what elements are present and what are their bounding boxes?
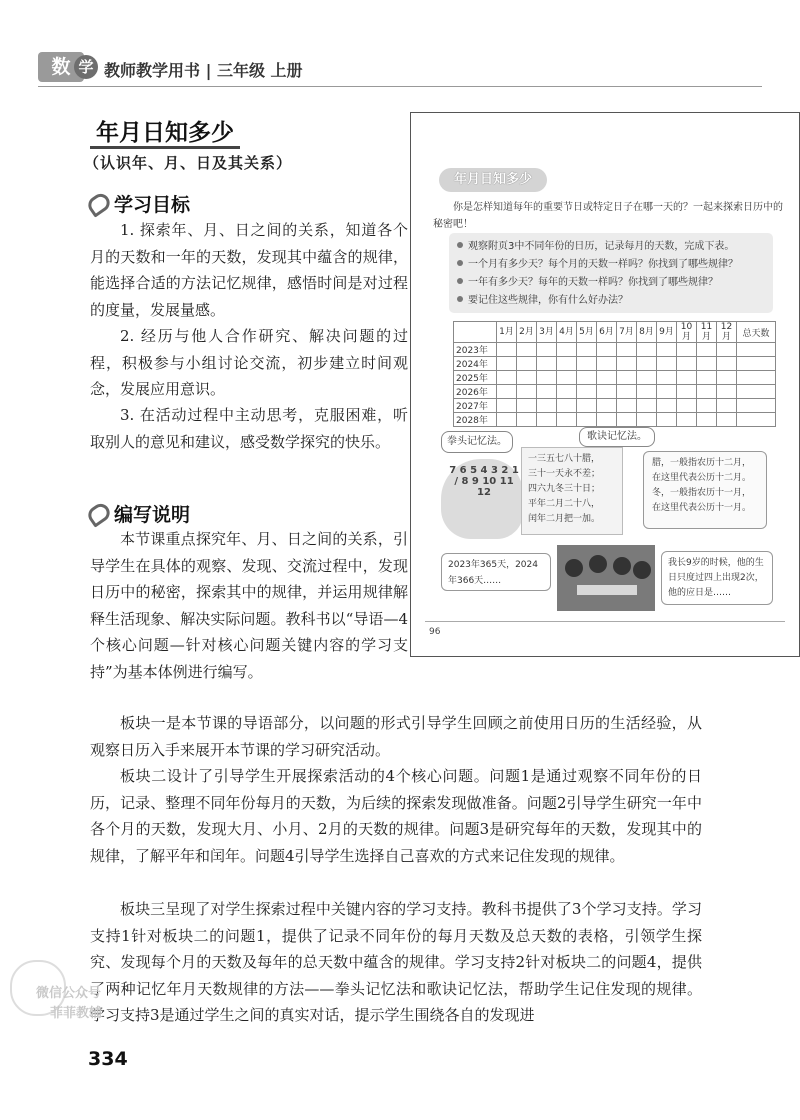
month-header: 6月 — [597, 322, 617, 343]
note-line: 在这里代表公历十一月。 — [652, 503, 752, 513]
table-row — [454, 385, 776, 399]
bullet-icon — [457, 296, 463, 302]
goal-item-1: 1. 探索年、月、日之间的关系，知道各个月的天数和一年的天数，发现其中蕴含的规律，能选择合适的方法记忆规律，感悟时间是对过程的度量，发展量感。 — [90, 221, 408, 319]
figure-footer-line — [425, 621, 785, 622]
month-header: 5月 — [577, 322, 597, 343]
year-label: 2025年 — [454, 371, 497, 385]
month-header: 10月 — [677, 322, 697, 343]
desk — [577, 585, 637, 595]
year-label: 2027年 — [454, 399, 497, 413]
header-divider — [38, 86, 762, 87]
table-row — [454, 357, 776, 371]
year-label: 2026年 — [454, 385, 497, 399]
month-header: 1月 — [497, 322, 517, 343]
rhyme-line: 闰年二月把一加。 — [528, 514, 601, 524]
question-3: 一年有多少天？每年的天数一样吗？你找到了哪些规律？ — [457, 273, 718, 288]
speech-bubble-right: 我长9岁的时候，他的生日只度过四上出现2次，他的应日是…… — [661, 551, 773, 605]
rhyme-line: 四六九冬三十日； — [528, 484, 601, 494]
rhyme-note-card — [643, 451, 767, 529]
question-box — [449, 233, 773, 313]
writing-heading: 编写说明 — [88, 500, 190, 527]
month-header: 8月 — [637, 322, 657, 343]
month-header: 11月 — [697, 322, 717, 343]
student-figure — [565, 559, 583, 577]
year-label: 2028年 — [454, 413, 497, 427]
page-header — [38, 52, 762, 86]
month-header: 12月 — [717, 322, 737, 343]
watermark-line-2: 菲菲教辅 — [50, 1006, 103, 1021]
question-2: 一个月有多少天？每个月的天数一样吗？你找到了哪些规律？ — [457, 255, 738, 270]
month-header: 7月 — [617, 322, 637, 343]
figure-page-number: 96 — [429, 627, 441, 637]
writing-paragraph-1: 本节课重点探究年、月、日之间的关系，引导学生在具体的观察、发现、交流过程中，发现日历中的秘密，探索其中的规律，并运用规律解释生活现象、解决实际问题。教科书以“导语—4个核心问题—针对核心问题关键内容的学习支持”为基本体例进行编写。 — [90, 530, 408, 681]
question-4: 要记住这些规律，你有什么好办法？ — [457, 291, 628, 306]
figure-intro: 你是怎样知道每年的重要节日或特定日子在哪一天的？一起来探索日历中的秘密吧！ — [433, 202, 783, 230]
question-1: 观察附页3中不同年份的日历，记录每月的天数，完成下表。 — [457, 237, 734, 252]
month-header: 4月 — [557, 322, 577, 343]
paperclip-icon — [85, 500, 113, 527]
watermark-line-1: 微信公众号 — [36, 986, 102, 1001]
rhyme-line: 一三五七八十腊， — [528, 454, 601, 464]
bullet-icon — [457, 242, 463, 248]
month-header: 9月 — [657, 322, 677, 343]
fist-method-bubble: 拳头记忆法。 — [441, 431, 513, 453]
speech-bubble-left: 2023年365天，2024年366天…… — [441, 553, 551, 591]
student-figure — [589, 555, 607, 573]
days-table — [453, 321, 776, 427]
goals-heading: 学习目标 — [88, 190, 190, 217]
figure-title-tag: 年月日知多少 — [439, 168, 547, 192]
note-line: 腊，一般指农历十二月， — [652, 458, 752, 468]
table-row — [454, 413, 776, 427]
book-subtitle: 教师教学用书 | 三年级 上册 — [104, 61, 303, 80]
month-header: 3月 — [537, 322, 557, 343]
table-corner — [454, 322, 497, 343]
rhyme-line: 平年二月二十八， — [528, 499, 601, 509]
table-row — [454, 343, 776, 357]
page-number: 334 — [88, 1048, 128, 1070]
writing-paragraph-2: 板块一是本节课的导语部分，以问题的形式引导学生回顾之前使用日历的生活经验，从观察日历入手来展开本节课的学习研究活动。 — [90, 714, 702, 759]
math-logo: 数 — [38, 52, 84, 82]
year-label: 2023年 — [454, 343, 497, 357]
table-row — [454, 399, 776, 413]
note-line: 在这里代表公历十二月。 — [652, 473, 752, 483]
students-photo — [557, 545, 655, 611]
rhyme-method-bubble: 歌诀记忆法。 — [579, 427, 655, 447]
note-line: 冬，一般指农历十一月， — [652, 488, 752, 498]
rhyme-card — [521, 447, 623, 535]
lesson-subtitle: （认识年、月、日及其关系） — [84, 154, 293, 172]
watermark — [6, 960, 132, 1026]
month-header: 2月 — [517, 322, 537, 343]
student-figure — [633, 561, 651, 579]
fist-numbers: 7 6 5 4 3 2 1 / 8 9 10 11 12 — [449, 465, 519, 498]
year-label: 2024年 — [454, 357, 497, 371]
bullet-icon — [457, 278, 463, 284]
student-figure — [613, 557, 631, 575]
lesson-title: 年月日知多少 — [96, 120, 234, 146]
title-underline — [90, 146, 240, 149]
rhyme-line: 三十一天永不差； — [528, 469, 601, 479]
total-header: 总天数 — [737, 322, 776, 343]
writing-paragraph-3: 板块二设计了引导学生开展探索活动的4个核心问题。问题1是通过观察不同年份的日历，记录、整理不同年份每月的天数，为后续的探索发现做准备。问题2引导学生研究一年中各个月的天数，发现大月、小月、2月的天数的规律。问题3是研究每年的天数，发现其中的规律，了解平年和闰年。问题4引导学生选择自己喜欢的方式来记住发现的规律。 — [90, 767, 702, 865]
table-row — [454, 371, 776, 385]
textbook-page-figure — [410, 112, 800, 657]
goal-item-2: 2. 经历与他人合作研究、解决问题的过程，积极参与小组讨论交流，初步建立时间观念，发展应用意识。 — [90, 327, 408, 398]
paperclip-icon — [85, 190, 113, 217]
bullet-icon — [457, 260, 463, 266]
math-logo-badge: 学 — [74, 55, 98, 79]
goal-item-3: 3. 在活动过程中主动思考，克服困难，听取别人的意见和建议，感受数学探究的快乐。 — [90, 406, 408, 451]
writing-paragraph-4: 板块三呈现了对学生探索过程中关键内容的学习支持。教科书提供了3个学习支持。学习支持1针对板块二的问题1，提供了记录不同年份的每月天数及总天数的表格，引领学生探究、发现每个月的天数及每年的总天数中蕴含的规律。学习支持2针对板块二的问题4，提供了两种记忆年月天数规律的方法——拳头记忆法和歌诀记忆法，帮助学生记住发现的规律。学习支持3是通过学生之间的真实对话，提示学生围绕各自的发现进 — [90, 900, 702, 1024]
table-header-row — [454, 322, 776, 343]
